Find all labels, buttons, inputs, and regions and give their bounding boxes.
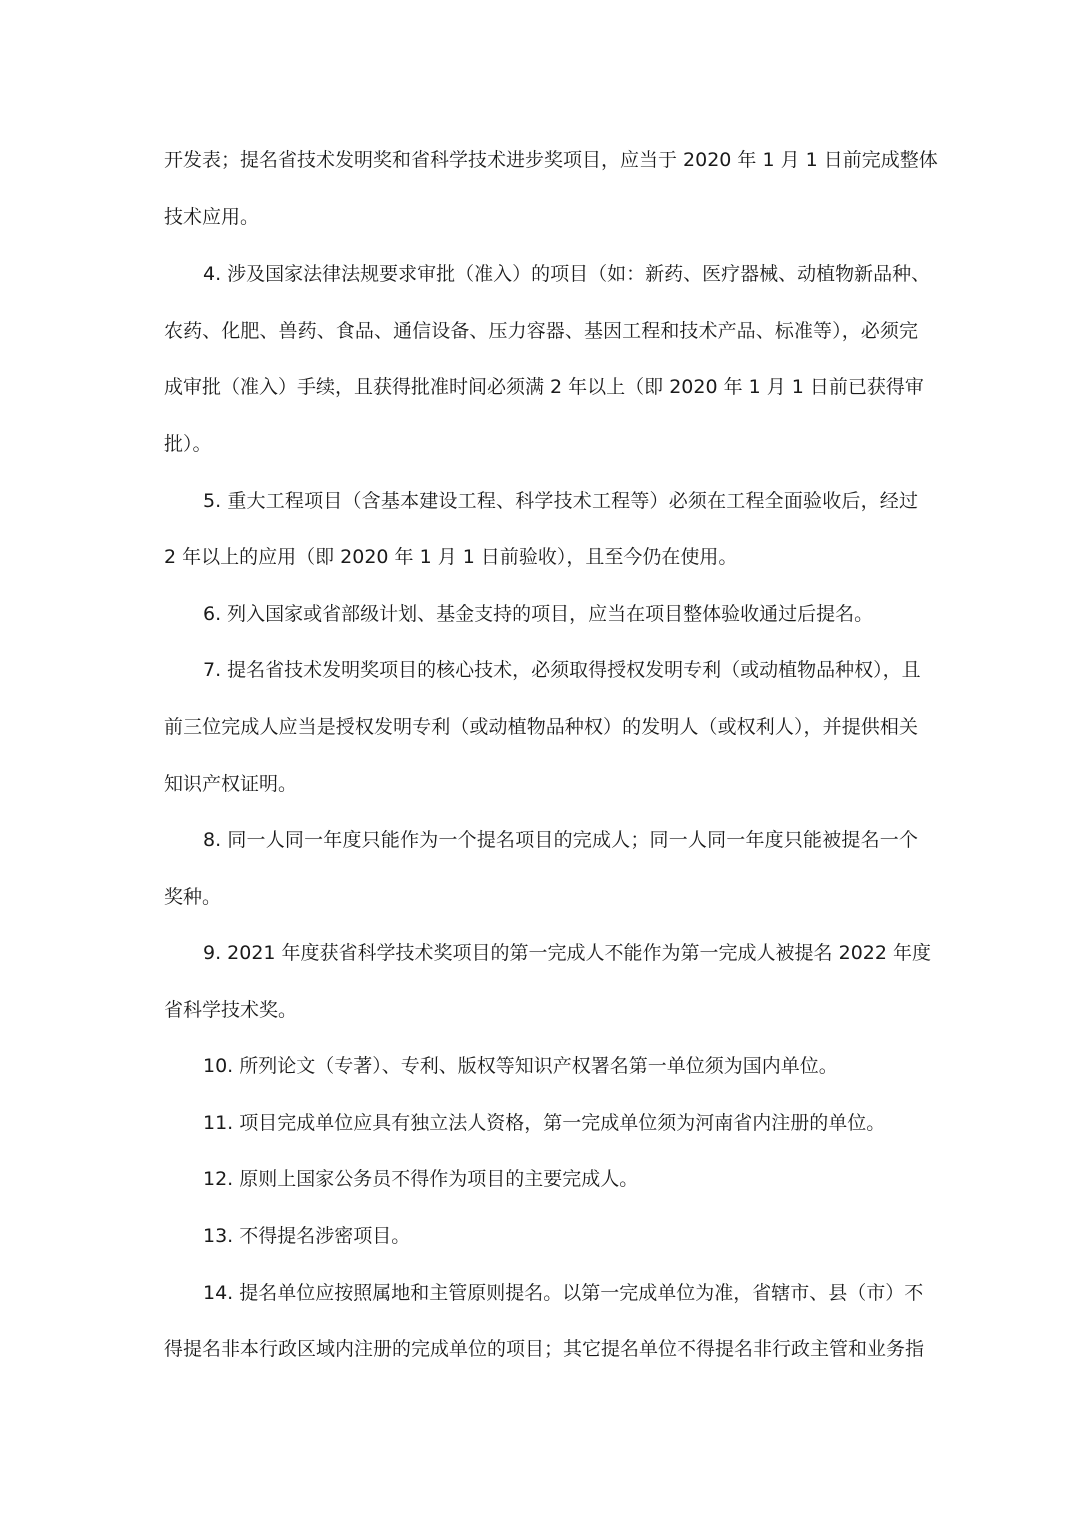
item-13-line-1: 13. 不得提名涉密项目。 <box>203 1225 411 1247</box>
text-line-2: 技术应用。 <box>164 206 260 228</box>
item-11-line-1: 11. 项目完成单位应具有独立法人资格，第一完成单位须为河南省内注册的单位。 <box>203 1112 886 1134</box>
item-7-line-2: 前三位完成人应当是授权发明专利（或动植物品种权）的发明人（或权利人），并提供相关 <box>164 716 918 738</box>
item-7-line-3: 知识产权证明。 <box>164 773 298 795</box>
item-4-line-3: 成审批（准入）手续，且获得批准时间必须满 2 年以上（即 2020 年 1 月 1 日前已获得审 <box>164 376 924 398</box>
item-6-line-1: 6. 列入国家或省部级计划、基金支持的项目，应当在项目整体验收通过后提名。 <box>203 603 874 625</box>
item-14-line-2: 得提名非本行政区域内注册的完成单位的项目；其它提名单位不得提名非行政主管和业务指 <box>164 1338 925 1360</box>
item-4-line-1: 4. 涉及国家法律法规要求审批（准入）的项目（如：新药、医疗器械、动植物新品种、 <box>203 263 931 285</box>
item-8-line-2: 奖种。 <box>164 886 222 908</box>
item-9-line-2: 省科学技术奖。 <box>164 999 298 1021</box>
item-5-line-2: 2 年以上的应用（即 2020 年 1 月 1 日前验收），且至今仍在使用。 <box>164 546 738 568</box>
item-4-line-4: 批）。 <box>164 433 212 455</box>
item-7-line-1: 7. 提名省技术发明奖项目的核心技术，必须取得授权发明专利（或动植物品种权），且 <box>203 659 921 681</box>
item-10-line-1: 10. 所列论文（专著）、专利、版权等知识产权署名第一单位须为国内单位。 <box>203 1055 838 1077</box>
item-14-line-1: 14. 提名单位应按照属地和主管原则提名。以第一完成单位为准，省辖市、县（市）不 <box>203 1282 924 1304</box>
item-5-line-1: 5. 重大工程项目（含基本建设工程、科学技术工程等）必须在工程全面验收后，经过 <box>203 490 918 512</box>
item-8-line-1: 8. 同一人同一年度只能作为一个提名项目的完成人；同一人同一年度只能被提名一个 <box>203 829 918 851</box>
text-line-1: 开发表；提名省技术发明奖和省科学技术进步奖项目，应当于 2020 年 1 月 1 日前完成整体 <box>164 149 938 171</box>
item-12-line-1: 12. 原则上国家公务员不得作为项目的主要完成人。 <box>203 1168 639 1190</box>
item-9-line-1: 9. 2021 年度获省科学技术奖项目的第一完成人不能作为第一完成人被提名 2022 年度 <box>203 942 931 964</box>
item-4-line-2: 农药、化肥、兽药、食品、通信设备、压力容器、基因工程和技术产品、标准等），必须完 <box>164 320 918 342</box>
